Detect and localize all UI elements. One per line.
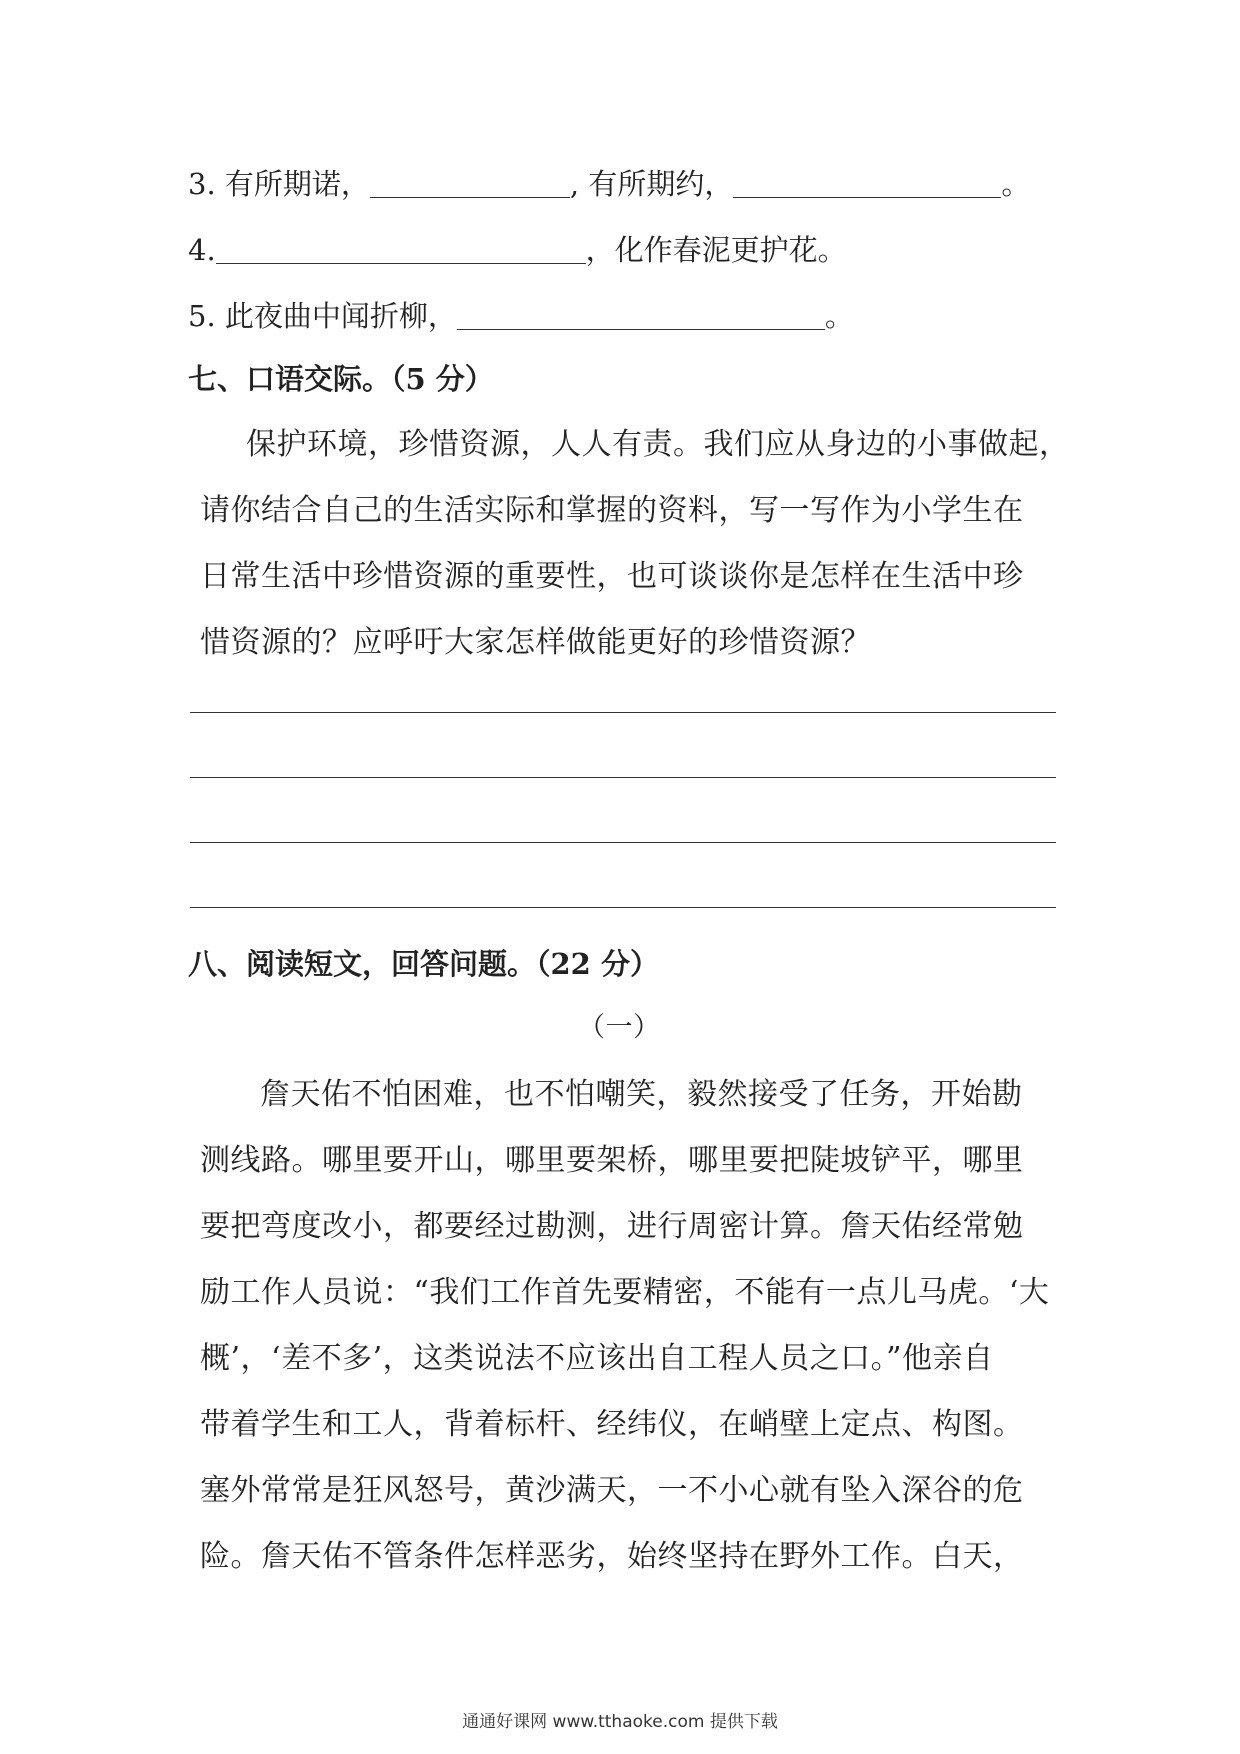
passage-line: 概’，‘差不多’，这类说法不应该出自工程人员之口。”他亲自 <box>200 1341 994 1376</box>
q3-label: 3. 有所期诺， <box>188 167 370 201</box>
passage-line: 带着学生和工人，背着标杆、经纬仪，在峭壁上定点、构图。 <box>200 1407 1024 1442</box>
answer-line[interactable] <box>190 777 1056 778</box>
section7-line: 保护环境，珍惜资源，人人有责。我们应从身边的小事做起， <box>246 427 1070 462</box>
section7-heading: 七、口语交际。（5 分） <box>188 362 494 396</box>
q4-label: 4. <box>188 233 216 267</box>
passage-line: 励工作人员说：“我们工作首先要精密，不能有一点儿马虎。‘大 <box>200 1275 1050 1310</box>
answer-line[interactable] <box>190 712 1056 713</box>
q5-blank[interactable] <box>457 305 825 330</box>
passage-line: 险。詹天佑不管条件怎样恶劣，始终坚持在野外工作。白天， <box>200 1539 1024 1574</box>
q3-end: 。 <box>1001 167 1031 201</box>
passage-line: 要把弯度改小，都要经过勘测，进行周密计算。詹天佑经常勉 <box>200 1209 1024 1244</box>
section7-line: 惜资源的？应呼吁大家怎样做能更好的珍惜资源？ <box>200 625 871 660</box>
passage-line: 测线路。哪里要开山，哪里要架桥，哪里要把陡坡铲平，哪里 <box>200 1143 1024 1178</box>
section7-line: 请你结合自己的生活实际和掌握的资料，写一写作为小学生在 <box>200 493 1024 528</box>
footer-credit: 通通好课网 www.tthaoke.com 提供下载 <box>462 1712 778 1732</box>
q5-label: 5. 此夜曲中闻折柳， <box>188 299 457 333</box>
question-3 <box>188 167 1031 201</box>
section8-heading: 八、阅读短文，回答问题。（22 分） <box>188 947 659 981</box>
q4-blank[interactable] <box>216 239 586 264</box>
q4-end: ，化作春泥更护花。 <box>585 233 847 267</box>
answer-line[interactable] <box>190 907 1056 908</box>
answer-line[interactable] <box>190 842 1056 843</box>
section7-line: 日常生活中珍惜资源的重要性，也可谈谈你是怎样在生活中珍 <box>200 559 1024 594</box>
q3-blank-2[interactable] <box>733 173 1001 198</box>
passage-line: 詹天佑不怕困难，也不怕嘲笑，毅然接受了任务，开始勘 <box>260 1077 1023 1112</box>
question-4 <box>188 233 847 267</box>
q3-blank-1[interactable] <box>370 173 570 198</box>
q5-end: 。 <box>824 299 854 333</box>
passage-line: 塞外常常是狂风怒号，黄沙满天，一不小心就有坠入深谷的危 <box>200 1473 1024 1508</box>
passage-subheading: （一） <box>578 1012 661 1043</box>
question-5 <box>188 299 854 333</box>
q3-mid: , 有所期约， <box>569 167 734 201</box>
